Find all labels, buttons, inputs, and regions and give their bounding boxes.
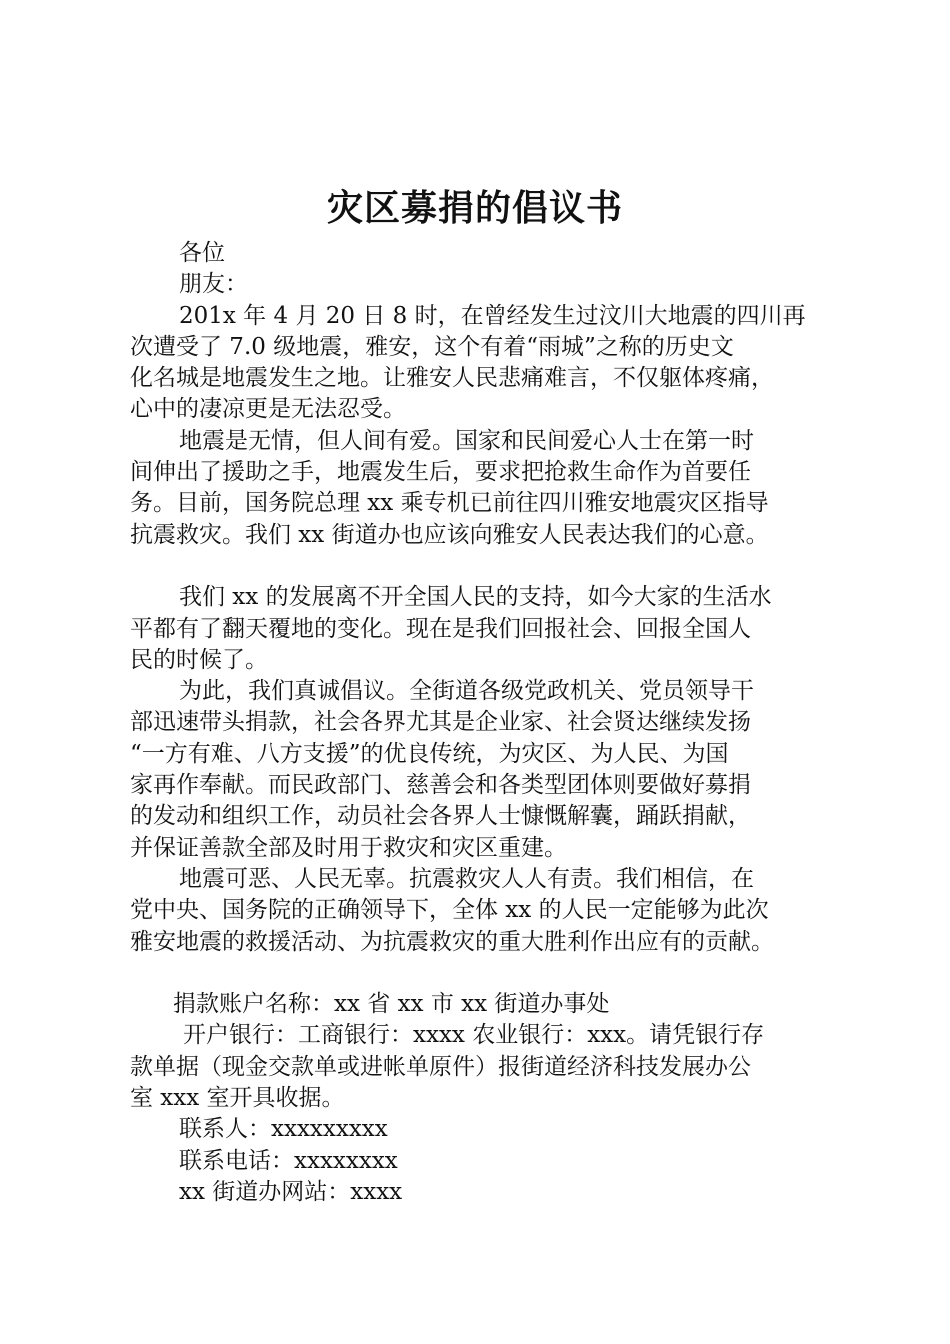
paragraph-line: 为此，我们真诚倡议。全街道各级党政机关、党员领导干 bbox=[179, 678, 754, 705]
blank-line bbox=[130, 551, 850, 582]
paragraph-line: 开户银行：工商银行：xxxx 农业银行：xxx。请凭银行存 bbox=[183, 1022, 765, 1049]
paragraph-line: 党中央、国务院的正确领导下，全体 xx 的人民一定能够为此次 bbox=[130, 897, 769, 924]
paragraph-line: 室 xxx 室开具收据。 bbox=[130, 1085, 345, 1112]
paragraph-line: 部迅速带头捐款，社会各界尤其是企业家、社会贤达继续发扬 bbox=[130, 709, 751, 736]
contact-person: 联系人：xxxxxxxxx bbox=[179, 1116, 388, 1143]
paragraph-line: 家再作奉献。而民政部门、慈善会和各类型团体则要做好募捐 bbox=[130, 772, 751, 799]
paragraph-line: 次遭受了 7.0 级地震，雅安，这个有着“雨城”之称的历史文 bbox=[130, 333, 734, 360]
paragraph-5 bbox=[130, 864, 850, 958]
salutation-line-1: 各位 bbox=[179, 240, 225, 266]
paragraph-line: “一方有难、八方支援”的优良传统，为灾区、为人民、为国 bbox=[130, 740, 729, 767]
paragraph-line: 务。目前，国务院总理 xx 乘专机已前往四川雅安地震灾区指导 bbox=[130, 490, 769, 517]
blank-line bbox=[130, 958, 850, 989]
contact-phone: 联系电话：xxxxxxxx bbox=[179, 1147, 398, 1174]
salutation-line-2: 朋友： bbox=[179, 271, 248, 298]
paragraph-line: 并保证善款全部及时用于救灾和灾区重建。 bbox=[130, 834, 567, 861]
paragraph-line: 民的时候了。 bbox=[130, 646, 268, 673]
document-body bbox=[130, 238, 850, 1208]
paragraph-line: 化名城是地震发生之地。让雅安人民悲痛难言，不仅躯体疼痛， bbox=[130, 365, 774, 392]
bank-info bbox=[130, 1020, 850, 1114]
paragraph-line: 地震可恶、人民无辜。抗震救灾人人有责。我们相信，在 bbox=[179, 865, 754, 892]
paragraph-line: 心中的凄凉更是无法忍受。 bbox=[130, 396, 406, 423]
paragraph-4 bbox=[130, 676, 850, 864]
paragraph-1 bbox=[130, 301, 850, 426]
website: xx 街道办网站：xxxx bbox=[179, 1178, 403, 1205]
document-title: 灾区募捐的倡议书 bbox=[326, 188, 623, 229]
paragraph-line: 款单据（现金交款单或进帐单原件）报街道经济科技发展办公 bbox=[130, 1053, 751, 1080]
paragraph-line: 201x 年 4 月 20 日 8 时，在曾经发生过汶川大地震的四川再 bbox=[179, 302, 806, 329]
paragraph-2 bbox=[130, 426, 850, 551]
account-name: 捐款账户名称：xx 省 xx 市 xx 街道办事处 bbox=[173, 991, 610, 1018]
paragraph-line: 我们 xx 的发展离不开全国人民的支持，如今大家的生活水 bbox=[179, 584, 772, 611]
paragraph-line: 地震是无情，但人间有爱。国家和民间爱心人士在第一时 bbox=[179, 427, 754, 454]
paragraph-3 bbox=[130, 582, 850, 676]
paragraph-line: 间伸出了援助之手，地震发生后，要求把抢救生命作为首要任 bbox=[130, 459, 751, 486]
paragraph-line: 的发动和组织工作，动员社会各界人士慷慨解囊，踊跃捐献， bbox=[130, 803, 751, 830]
paragraph-line: 平都有了翻天覆地的变化。现在是我们回报社会、回报全国人 bbox=[130, 615, 751, 642]
paragraph-line: 抗震救灾。我们 xx 街道办也应该向雅安人民表达我们的心意。 bbox=[130, 521, 769, 548]
paragraph-line: 雅安地震的救援活动、为抗震救灾的重大胜利作出应有的贡献。 bbox=[130, 928, 774, 955]
